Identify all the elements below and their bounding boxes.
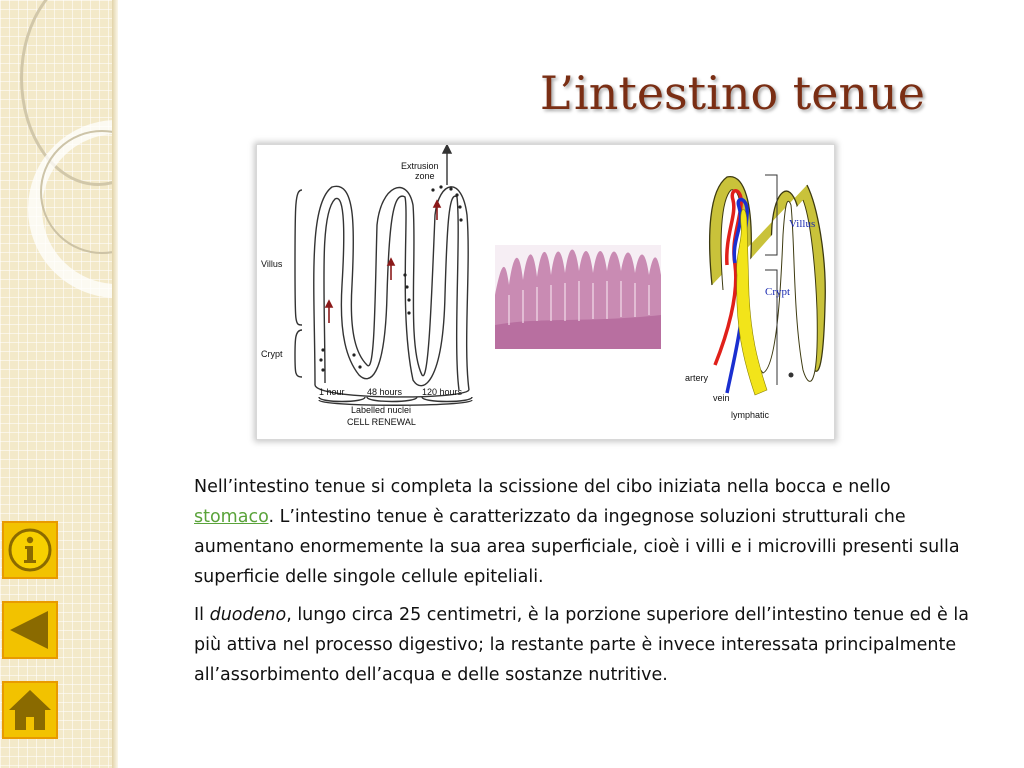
villus-vasculature-diagram [710,175,826,395]
home-icon [6,687,54,733]
info-icon [6,526,54,574]
paragraph-1 [194,472,974,592]
home-button[interactable] [2,681,58,739]
back-button[interactable] [2,601,58,659]
villus-label-right: Villus [789,218,816,230]
p2-text-start: Il [194,605,210,625]
crypt-label-left: Crypt [261,349,283,359]
band-edge [112,0,118,768]
p1-text-start: Nell’intestino tenue si completa la scissione del cibo iniziata nella bocca e nello [194,477,891,497]
slide-title: L’intestino tenue [539,66,925,120]
histology-micrograph [495,245,661,349]
extrusion-zone-label: zone [415,171,435,181]
slide-body [194,472,974,698]
p1-text-end: . L’intestino tenue è caratterizzato da ingegnose soluzioni strutturali che aumentano enormemente la sua area superficiale, cioè i villi e i microvilli presenti sulla superficie delle singole cellule epiteliali. [194,507,960,587]
artery-label: artery [685,373,709,383]
villus-label-left: Villus [261,259,283,269]
labelled-nuclei-label: Labelled nuclei [351,405,412,415]
time-3-label: 120 hours [422,387,463,397]
left-decorative-band [0,0,112,768]
intestine-illustration [257,145,834,439]
info-button[interactable] [2,521,58,579]
duodeno-term: duodeno [209,605,287,625]
cell-renewal-diagram [295,145,472,405]
intestine-figure [256,144,835,440]
stomaco-link[interactable]: stomaco [194,507,269,527]
back-arrow-icon [6,607,54,653]
lymphatic-label: lymphatic [731,410,770,420]
paragraph-2 [194,600,974,690]
p2-text-end: , lungo circa 25 centimetri, è la porzione superiore dell’intestino tenue ed è la più attiva nel processo digestivo; la restante parte è invece interessata principalmente all’assorbimento dell’acqua e delle sostanze nutritive. [194,605,969,685]
time-1-label: 1 hour [319,387,345,397]
time-2-label: 48 hours [367,387,403,397]
vein-label: vein [713,393,730,403]
cell-renewal-label: CELL RENEWAL [347,417,416,427]
extrusion-label: Extrusion [401,161,439,171]
crypt-label-right: Crypt [765,286,791,298]
